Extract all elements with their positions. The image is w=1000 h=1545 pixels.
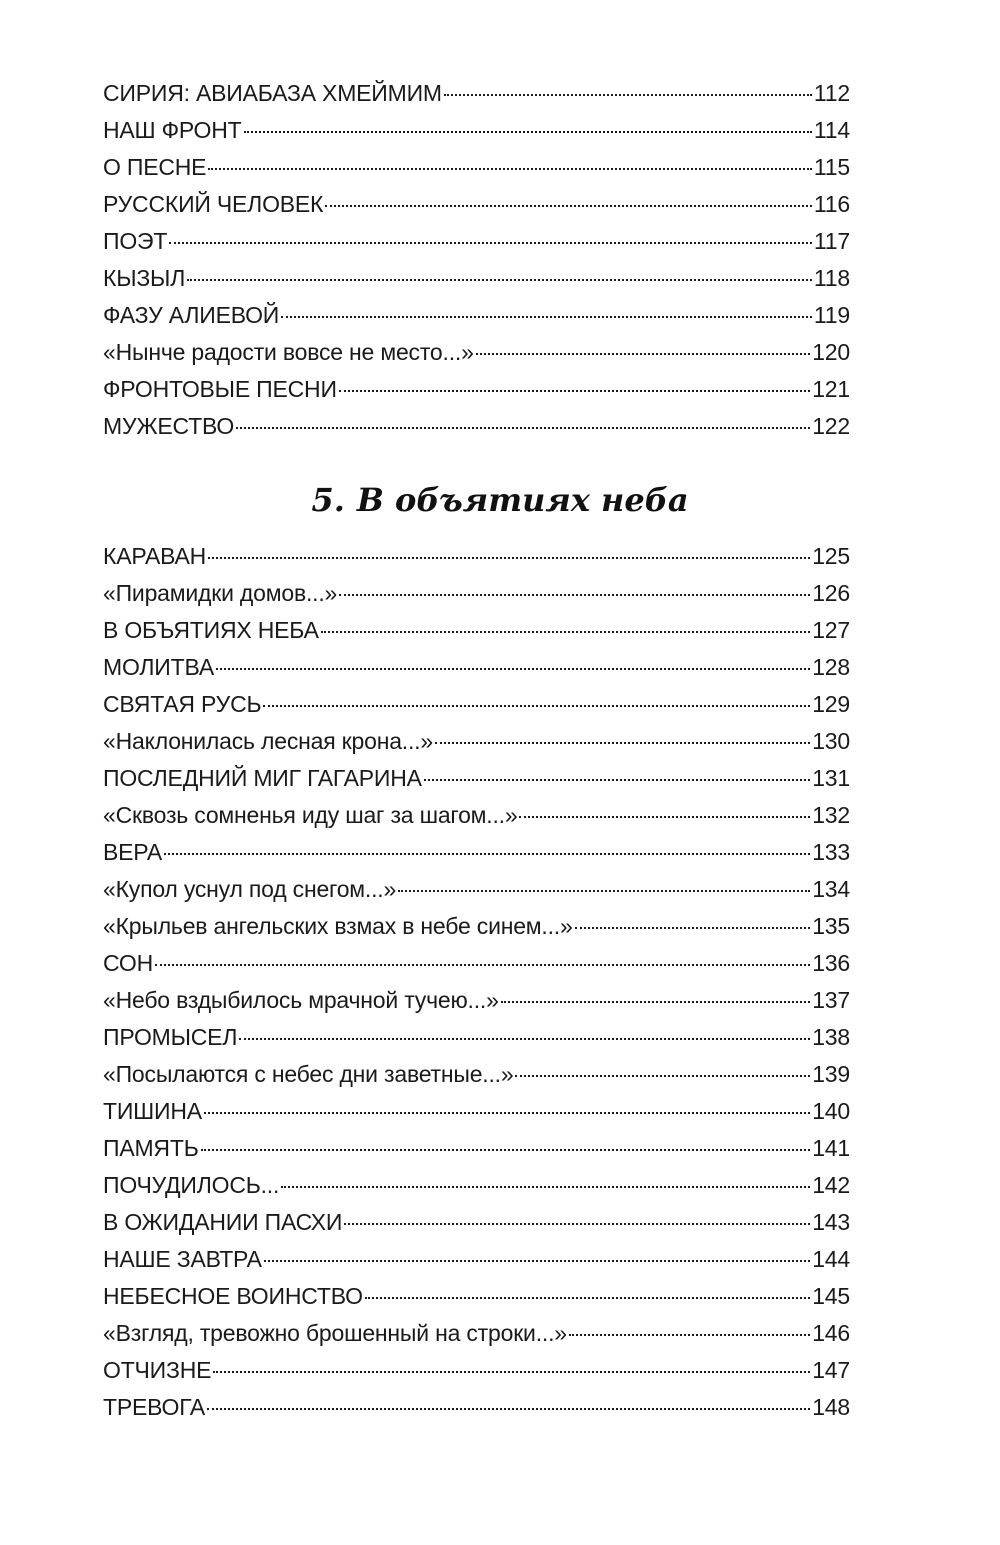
toc-entry-page-number: 136: [812, 950, 850, 976]
dot-leader: [264, 1260, 810, 1262]
toc-entry-page-number: 117: [813, 228, 850, 254]
toc-entry-title: В ОЖИДАНИИ ПАСХИ: [103, 1209, 343, 1235]
toc-entry: [103, 1204, 850, 1241]
toc-entry-title: ТРЕВОГА: [103, 1394, 206, 1420]
toc-entry: [103, 1167, 850, 1204]
toc-entry-title: ПОСЛЕДНИЙ МИГ ГАГАРИНА: [103, 765, 422, 791]
dot-leader: [339, 594, 810, 596]
toc-entry-title: ПОЭТ: [103, 228, 168, 254]
toc-entry-title: ПОЧУДИЛОСЬ...: [103, 1172, 280, 1198]
dot-leader: [239, 1038, 810, 1040]
toc-entry-title: ФАЗУ АЛИЕВОЙ: [103, 302, 280, 328]
toc-entry-title: ФРОНТОВЫЕ ПЕСНИ: [103, 376, 337, 402]
toc-entry: [103, 1019, 850, 1056]
toc-entry-title: «Пирамидки домов...»: [103, 580, 338, 606]
toc-entry: [103, 297, 850, 334]
toc-entry-page-number: 142: [812, 1172, 850, 1198]
toc-entry-page-number: 138: [812, 1024, 850, 1050]
dot-leader: [213, 1371, 810, 1373]
toc-entry-title: НЕБЕСНОЕ ВОИНСТВО: [103, 1283, 363, 1309]
dot-leader: [519, 816, 810, 818]
dot-leader: [424, 779, 810, 781]
toc-entry-title: СИРИЯ: АВИАБАЗА ХМЕЙМИМ: [103, 80, 442, 106]
toc-entry-title: «Небо вздыбилось мрачной тучею...»: [103, 987, 499, 1013]
dot-leader: [216, 668, 810, 670]
toc-entry-page-number: 132: [812, 802, 850, 828]
toc-entry-page-number: 114: [813, 117, 850, 143]
dot-leader: [398, 890, 810, 892]
toc-entry-title: ПРОМЫСЕЛ: [103, 1024, 238, 1050]
toc-entry: [103, 1241, 850, 1278]
dot-leader: [187, 279, 812, 281]
toc-entry: [103, 871, 850, 908]
toc-entry-title: «Купол уснул под снегом...»: [103, 876, 397, 902]
dot-leader: [325, 205, 812, 207]
toc-entry-page-number: 131: [812, 765, 850, 791]
toc-entry-title: МОЛИТВА: [103, 654, 214, 680]
toc-entry-title: СВЯТАЯ РУСЬ: [103, 691, 262, 717]
toc-entry: [103, 649, 850, 686]
toc-entry: [103, 797, 850, 834]
toc-entry: [103, 1130, 850, 1167]
toc-entry: [103, 575, 850, 612]
dot-leader: [208, 168, 812, 170]
toc-entry-page-number: 134: [812, 876, 850, 902]
toc-entry: [103, 686, 850, 723]
toc-entry: [103, 371, 850, 408]
dot-leader: [204, 1112, 810, 1114]
toc-entry: [103, 1352, 850, 1389]
toc-entry-title: КЫЗЫЛ: [103, 265, 186, 291]
toc-entry-title: СОН: [103, 950, 154, 976]
dot-leader: [244, 131, 812, 133]
dot-leader: [575, 927, 811, 929]
dot-leader: [155, 964, 810, 966]
dot-leader: [476, 353, 811, 355]
toc-entry: [103, 612, 850, 649]
toc-entry-page-number: 126: [812, 580, 850, 606]
toc-entry-page-number: 112: [813, 80, 850, 106]
toc-entry: [103, 1315, 850, 1352]
toc-entry-title: НАШ ФРОНТ: [103, 117, 242, 143]
dot-leader: [501, 1001, 811, 1003]
toc-entry-page-number: 145: [812, 1283, 850, 1309]
toc-entry: [103, 760, 850, 797]
dot-leader: [435, 742, 810, 744]
dot-leader: [169, 242, 812, 244]
toc-entry-title: «Сквозь сомненья иду шаг за шагом...»: [103, 802, 518, 828]
section-title: В объятиях неба: [356, 481, 689, 519]
dot-leader: [515, 1075, 810, 1077]
toc-entry: [103, 334, 850, 371]
dot-leader: [444, 94, 812, 96]
toc-entry: [103, 834, 850, 871]
toc-entry: [103, 908, 850, 945]
toc-entry-page-number: 146: [812, 1320, 850, 1346]
section-number: 5.: [311, 481, 345, 519]
toc-entry-title: РУССКИЙ ЧЕЛОВЕК: [103, 191, 324, 217]
toc-list-top: [103, 75, 850, 445]
toc-entry-page-number: 128: [812, 654, 850, 680]
toc-entry-page-number: 144: [812, 1246, 850, 1272]
toc-entry: [103, 260, 850, 297]
toc-entry-page-number: 133: [812, 839, 850, 865]
dot-leader: [164, 853, 810, 855]
toc-entry-page-number: 120: [812, 339, 850, 365]
toc-entry: [103, 149, 850, 186]
dot-leader: [207, 1408, 810, 1410]
toc-entry-title: ТИШИНА: [103, 1098, 202, 1124]
toc-entry: [103, 723, 850, 760]
dot-leader: [281, 1186, 810, 1188]
toc-entry: [103, 982, 850, 1019]
toc-entry-title: МУЖЕСТВО: [103, 413, 235, 439]
toc-entry-page-number: 115: [813, 154, 850, 180]
toc-entry: [103, 408, 850, 445]
toc-entry-title: КАРАВАН: [103, 543, 207, 569]
toc-entry-title: «Наклонилась лесная крона...»: [103, 728, 433, 754]
toc-entry-page-number: 139: [812, 1061, 850, 1087]
toc-entry-title: В ОБЪЯТИЯХ НЕБА: [103, 617, 319, 643]
toc-entry-title: «Нынче радости вовсе не место...»: [103, 339, 474, 365]
toc-entry: [103, 75, 850, 112]
dot-leader: [236, 427, 810, 429]
toc-entry-title: НАШЕ ЗАВТРА: [103, 1246, 262, 1272]
dot-leader: [281, 316, 812, 318]
toc-list-bottom: [103, 538, 850, 1426]
toc-entry-page-number: 135: [812, 913, 850, 939]
dot-leader: [321, 631, 810, 633]
section-heading: [0, 478, 1000, 522]
toc-entry: [103, 186, 850, 223]
toc-entry-title: ВЕРА: [103, 839, 163, 865]
toc-entry-title: «Крыльев ангельских взмах в небе синем...»: [103, 913, 573, 939]
toc-entry: [103, 1056, 850, 1093]
toc-entry-page-number: 137: [812, 987, 850, 1013]
dot-leader: [365, 1297, 810, 1299]
dot-leader: [339, 390, 810, 392]
toc-entry-page-number: 147: [812, 1357, 850, 1383]
toc-entry: [103, 1093, 850, 1130]
toc-entry: [103, 1278, 850, 1315]
dot-leader: [344, 1223, 810, 1225]
toc-entry-title: ОТЧИЗНЕ: [103, 1357, 212, 1383]
toc-entry-page-number: 125: [812, 543, 850, 569]
toc-entry: [103, 1389, 850, 1426]
toc-entry-page-number: 116: [813, 191, 850, 217]
toc-entry-page-number: 119: [813, 302, 850, 328]
toc-entry-page-number: 141: [812, 1135, 850, 1161]
toc-entry-page-number: 148: [812, 1394, 850, 1420]
dot-leader: [263, 705, 810, 707]
dot-leader: [201, 1149, 811, 1151]
toc-entry-page-number: 143: [812, 1209, 850, 1235]
dot-leader: [569, 1334, 810, 1336]
toc-entry: [103, 945, 850, 982]
toc-entry: [103, 112, 850, 149]
toc-entry-page-number: 129: [812, 691, 850, 717]
toc-entry-page-number: 122: [812, 413, 850, 439]
toc-entry-page-number: 118: [813, 265, 850, 291]
dot-leader: [208, 557, 810, 559]
toc-entry-title: ПАМЯТЬ: [103, 1135, 199, 1161]
toc-entry-page-number: 140: [812, 1098, 850, 1124]
toc-entry-page-number: 121: [812, 376, 850, 402]
toc-entry-page-number: 130: [812, 728, 850, 754]
toc-entry: [103, 223, 850, 260]
toc-entry-title: «Взгляд, тревожно брошенный на строки...»: [103, 1320, 567, 1346]
toc-entry-title: «Посылаются с небес дни заветные...»: [103, 1061, 514, 1087]
toc-entry-page-number: 127: [812, 617, 850, 643]
toc-entry-title: О ПЕСНЕ: [103, 154, 207, 180]
toc-entry: [103, 538, 850, 575]
